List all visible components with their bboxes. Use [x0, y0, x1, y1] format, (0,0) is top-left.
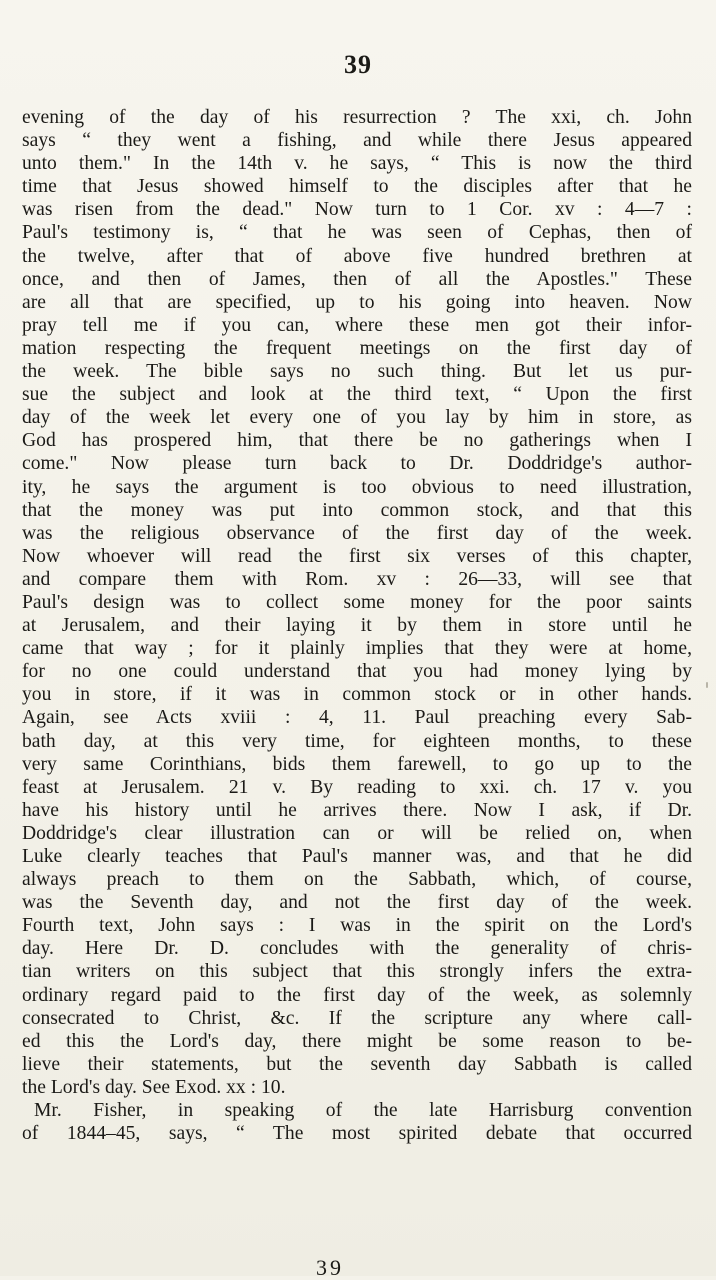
text-line: was the Seventh day, and not the first day of the week.: [22, 892, 692, 914]
text-line: feast at Jerusalem. 21 v. By reading to xxi. ch. 17 v. you: [22, 776, 692, 798]
text-line: lieve their statements, but the seventh day Sabbath is called: [22, 1053, 692, 1075]
text-line: day. Here Dr. D. concludes with the generality of chris-: [22, 938, 692, 960]
text-line: Paul's design was to collect some money for the poor saints: [22, 591, 692, 613]
text-line: ity, he says the argument is too obvious to need illustration,: [22, 476, 692, 498]
text-line: always preach to them on the Sabbath, which, of course,: [22, 869, 692, 891]
text-line: God has prospered him, that there be no gatherings when I: [22, 430, 692, 452]
text-line: the Lord's day. See Exod. xx : 10.: [22, 1076, 286, 1098]
fragment-text: 39: [316, 1255, 344, 1280]
text-line: Now whoever will read the first six verses of this chapter,: [22, 545, 692, 567]
text-line: at Jerusalem, and their laying it by them in store until he: [22, 615, 692, 637]
text-line: ordinary regard paid to the first day of the week, as solemnly: [22, 984, 692, 1006]
next-page-number-fragment: [316, 1255, 376, 1280]
text-line: have his history until he arrives there. Now I ask, if Dr.: [22, 799, 692, 821]
text-line: Fourth text, John says : I was in the spirit on the Lord's: [22, 915, 692, 937]
text-line: are all that are specified, up to his going into heaven. Now: [22, 291, 692, 313]
text-line: and compare them with Rom. xv : 26—33, will see that: [22, 568, 692, 590]
text-line: sue the subject and look at the third text, “ Upon the first: [22, 384, 692, 406]
text-line: pray tell me if you can, where these men got their infor-: [22, 314, 692, 336]
text-line: that the money was put into common stock, and that this: [22, 499, 692, 521]
text-line: came that way ; for it plainly implies that they were at home,: [22, 638, 692, 660]
text-line: bath day, at this very time, for eighteen months, to these: [22, 730, 692, 752]
text-line: the twelve, after that of above five hundred brethren at: [22, 245, 692, 267]
text-line: ed this the Lord's day, there might be some reason to be-: [22, 1030, 692, 1052]
text-line: unto them." In the 14th v. he says, “ This is now the third: [22, 153, 692, 175]
text-line: says “ they went a fishing, and while there Jesus appeared: [22, 130, 692, 152]
text-line: Luke clearly teaches that Paul's manner was, and that he did: [22, 846, 692, 867]
text-line: mation respecting the frequent meetings on the first day of: [22, 337, 692, 359]
text-line: was the religious observance of the first day of the week.: [22, 522, 692, 544]
text-line: consecrated to Christ, &c. If the scripture any where call-: [22, 1007, 692, 1029]
text-line: once, and then of James, then of all the Apostles." These: [22, 268, 692, 290]
paper-speck: [706, 682, 708, 688]
text-line: Again, see Acts xviii : 4, 11. Paul preaching every Sab-: [22, 707, 692, 729]
page-number: 39: [344, 50, 372, 79]
text-line: day of the week let every one of you lay by him in store, as: [22, 407, 692, 429]
text-line: Paul's testimony is, “ that he was seen of Cephas, then of: [22, 222, 692, 244]
text-line: the week. The bible says no such thing. But let us pur-: [22, 361, 692, 383]
text-line: Doddridge's clear illustration can or will be relied on, when: [22, 822, 692, 844]
text-line: come." Now please turn back to Dr. Doddridge's author-: [22, 453, 692, 475]
text-line: time that Jesus showed himself to the disciples after that he: [22, 176, 692, 198]
paragraph-start-line: Mr. Fisher, in speaking of the late Harrisburg convention: [34, 1100, 692, 1122]
text-line: tian writers on this subject that this strongly infers the extra-: [22, 961, 692, 983]
text-line: you in store, if it was in common stock or in other hands.: [22, 684, 692, 706]
text-line: was risen from the dead." Now turn to 1 Cor. xv : 4—7 :: [22, 199, 692, 221]
text-line: for no one could understand that you had money lying by: [22, 661, 692, 683]
body-text: [22, 106, 692, 1145]
text-line: of 1844–45, says, “ The most spirited debate that occurred: [22, 1123, 692, 1145]
text-line: very same Corinthians, bids them farewell, to go up to the: [22, 753, 692, 775]
text-line: evening of the day of his resurrection ? The xxi, ch. John: [22, 107, 692, 128]
